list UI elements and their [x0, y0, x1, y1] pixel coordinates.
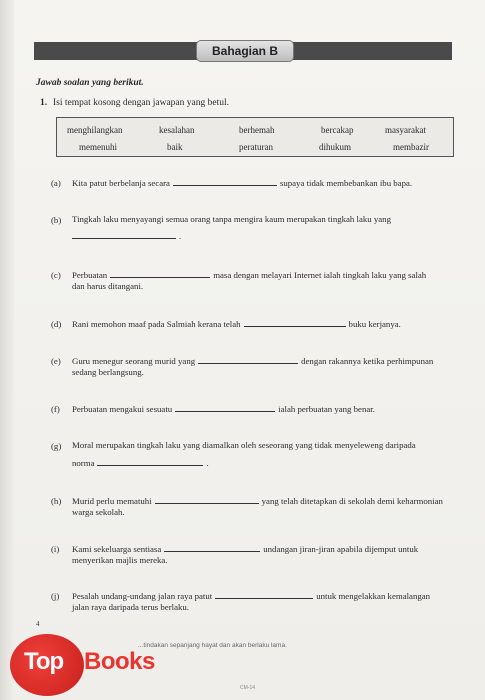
word-bank-item: dihukum — [319, 142, 352, 152]
word-bank-box — [56, 117, 454, 157]
question-number: 1. — [40, 98, 48, 108]
answer-blank-h[interactable] — [155, 495, 259, 504]
item-i-line1: Kami sekeluarga sentiasa undangan jiran-jiran apabila dijemput untuk — [72, 544, 419, 554]
word-bank-item: bercakap — [321, 125, 354, 135]
answer-blank-i[interactable] — [164, 543, 260, 552]
item-label-a: (a) — [51, 178, 61, 188]
answer-blank-j[interactable] — [215, 590, 313, 599]
word-bank-item: berhemah — [239, 125, 275, 135]
item-i-line2: menyerikan majlis mereka. — [72, 555, 168, 565]
footer-note: ...tindakan sepanjang hayat dan akan berlaku lama. — [138, 642, 287, 649]
item-label-d: (d) — [51, 319, 62, 329]
item-e-line1: Guru menegur seorang murid yang dengan rakannya ketika perhimpunan — [72, 356, 434, 366]
item-b-line1: Tingkah laku menyayangi semua orang tanpa mengira kaum merupakan tingkah laku yang — [72, 214, 391, 224]
answer-blank-d[interactable] — [244, 318, 346, 327]
item-label-b: (b) — [51, 215, 62, 225]
word-bank-item: masyarakat — [385, 125, 426, 135]
item-label-g: (g) — [51, 441, 62, 451]
answer-blank-c[interactable] — [110, 269, 210, 278]
item-label-c: (c) — [51, 270, 61, 280]
item-d-line1: Rani memohon maaf pada Salmiah kerana telah buku kerjanya. — [72, 319, 401, 329]
answer-blank-e[interactable] — [198, 355, 298, 364]
item-a-line1: Kita patut berbelanja secara supaya tidak membebankan ibu bapa. — [72, 178, 413, 188]
word-bank-item: peraturan — [239, 142, 273, 152]
word-bank-item: menghilangkan — [67, 125, 123, 135]
footer-code: CM-14 — [240, 685, 256, 691]
item-b-line2: . — [72, 230, 181, 242]
item-label-h: (h) — [51, 496, 62, 506]
item-g-line2: norma . — [72, 458, 209, 468]
item-c-line2: dan harus ditangani. — [72, 281, 144, 291]
topbooks-watermark-logo — [10, 626, 180, 696]
question-text: Isi tempat kosong dengan jawapan yang betul. — [53, 98, 229, 108]
item-label-e: (e) — [51, 356, 61, 366]
item-h-line1: Murid perlu mematuhi yang telah ditetapkan di sekolah demi keharmonian — [72, 496, 443, 506]
instruction-text: Jawab soalan yang berikut. — [36, 78, 144, 88]
item-label-f: (f) — [51, 404, 60, 414]
item-label-i: (i) — [51, 544, 60, 554]
word-bank-item: membazir — [393, 142, 429, 152]
item-j-line2: jalan raya daripada terus berlaku. — [72, 602, 189, 612]
item-c-line1: Perbuatan masa dengan melayari Internet ialah tingkah laku yang salah — [72, 270, 427, 280]
answer-blank-f[interactable] — [175, 403, 275, 412]
logo-text-top: Top — [24, 648, 64, 675]
item-h-line2: warga sekolah. — [72, 507, 125, 517]
page-edge-shadow — [0, 0, 14, 700]
item-e-line2: sedang berlangsung. — [72, 367, 144, 377]
word-bank-item: kesalahan — [159, 125, 195, 135]
item-f-line1: Perbuatan mengakui sesuatu ialah perbuatan yang benar. — [72, 404, 375, 414]
item-g-line1: Moral merupakan tingkah laku yang diamalkan oleh seseorang yang tidak menyeleweng daripada — [72, 440, 416, 450]
item-j-line1: Pesalah undang-undang jalan raya patut untuk mengelakkan kemalangan — [72, 591, 431, 601]
logo-text-books: Books — [84, 648, 155, 675]
answer-blank-a[interactable] — [173, 177, 277, 186]
item-label-j: (j) — [51, 591, 60, 601]
answer-blank-b[interactable] — [72, 230, 176, 239]
word-bank-item: baik — [167, 142, 183, 152]
word-bank-item: memenuhi — [79, 142, 117, 152]
answer-blank-g[interactable] — [97, 457, 203, 466]
section-title: Bahagian B — [196, 40, 294, 62]
page-number: 4 — [36, 620, 40, 628]
